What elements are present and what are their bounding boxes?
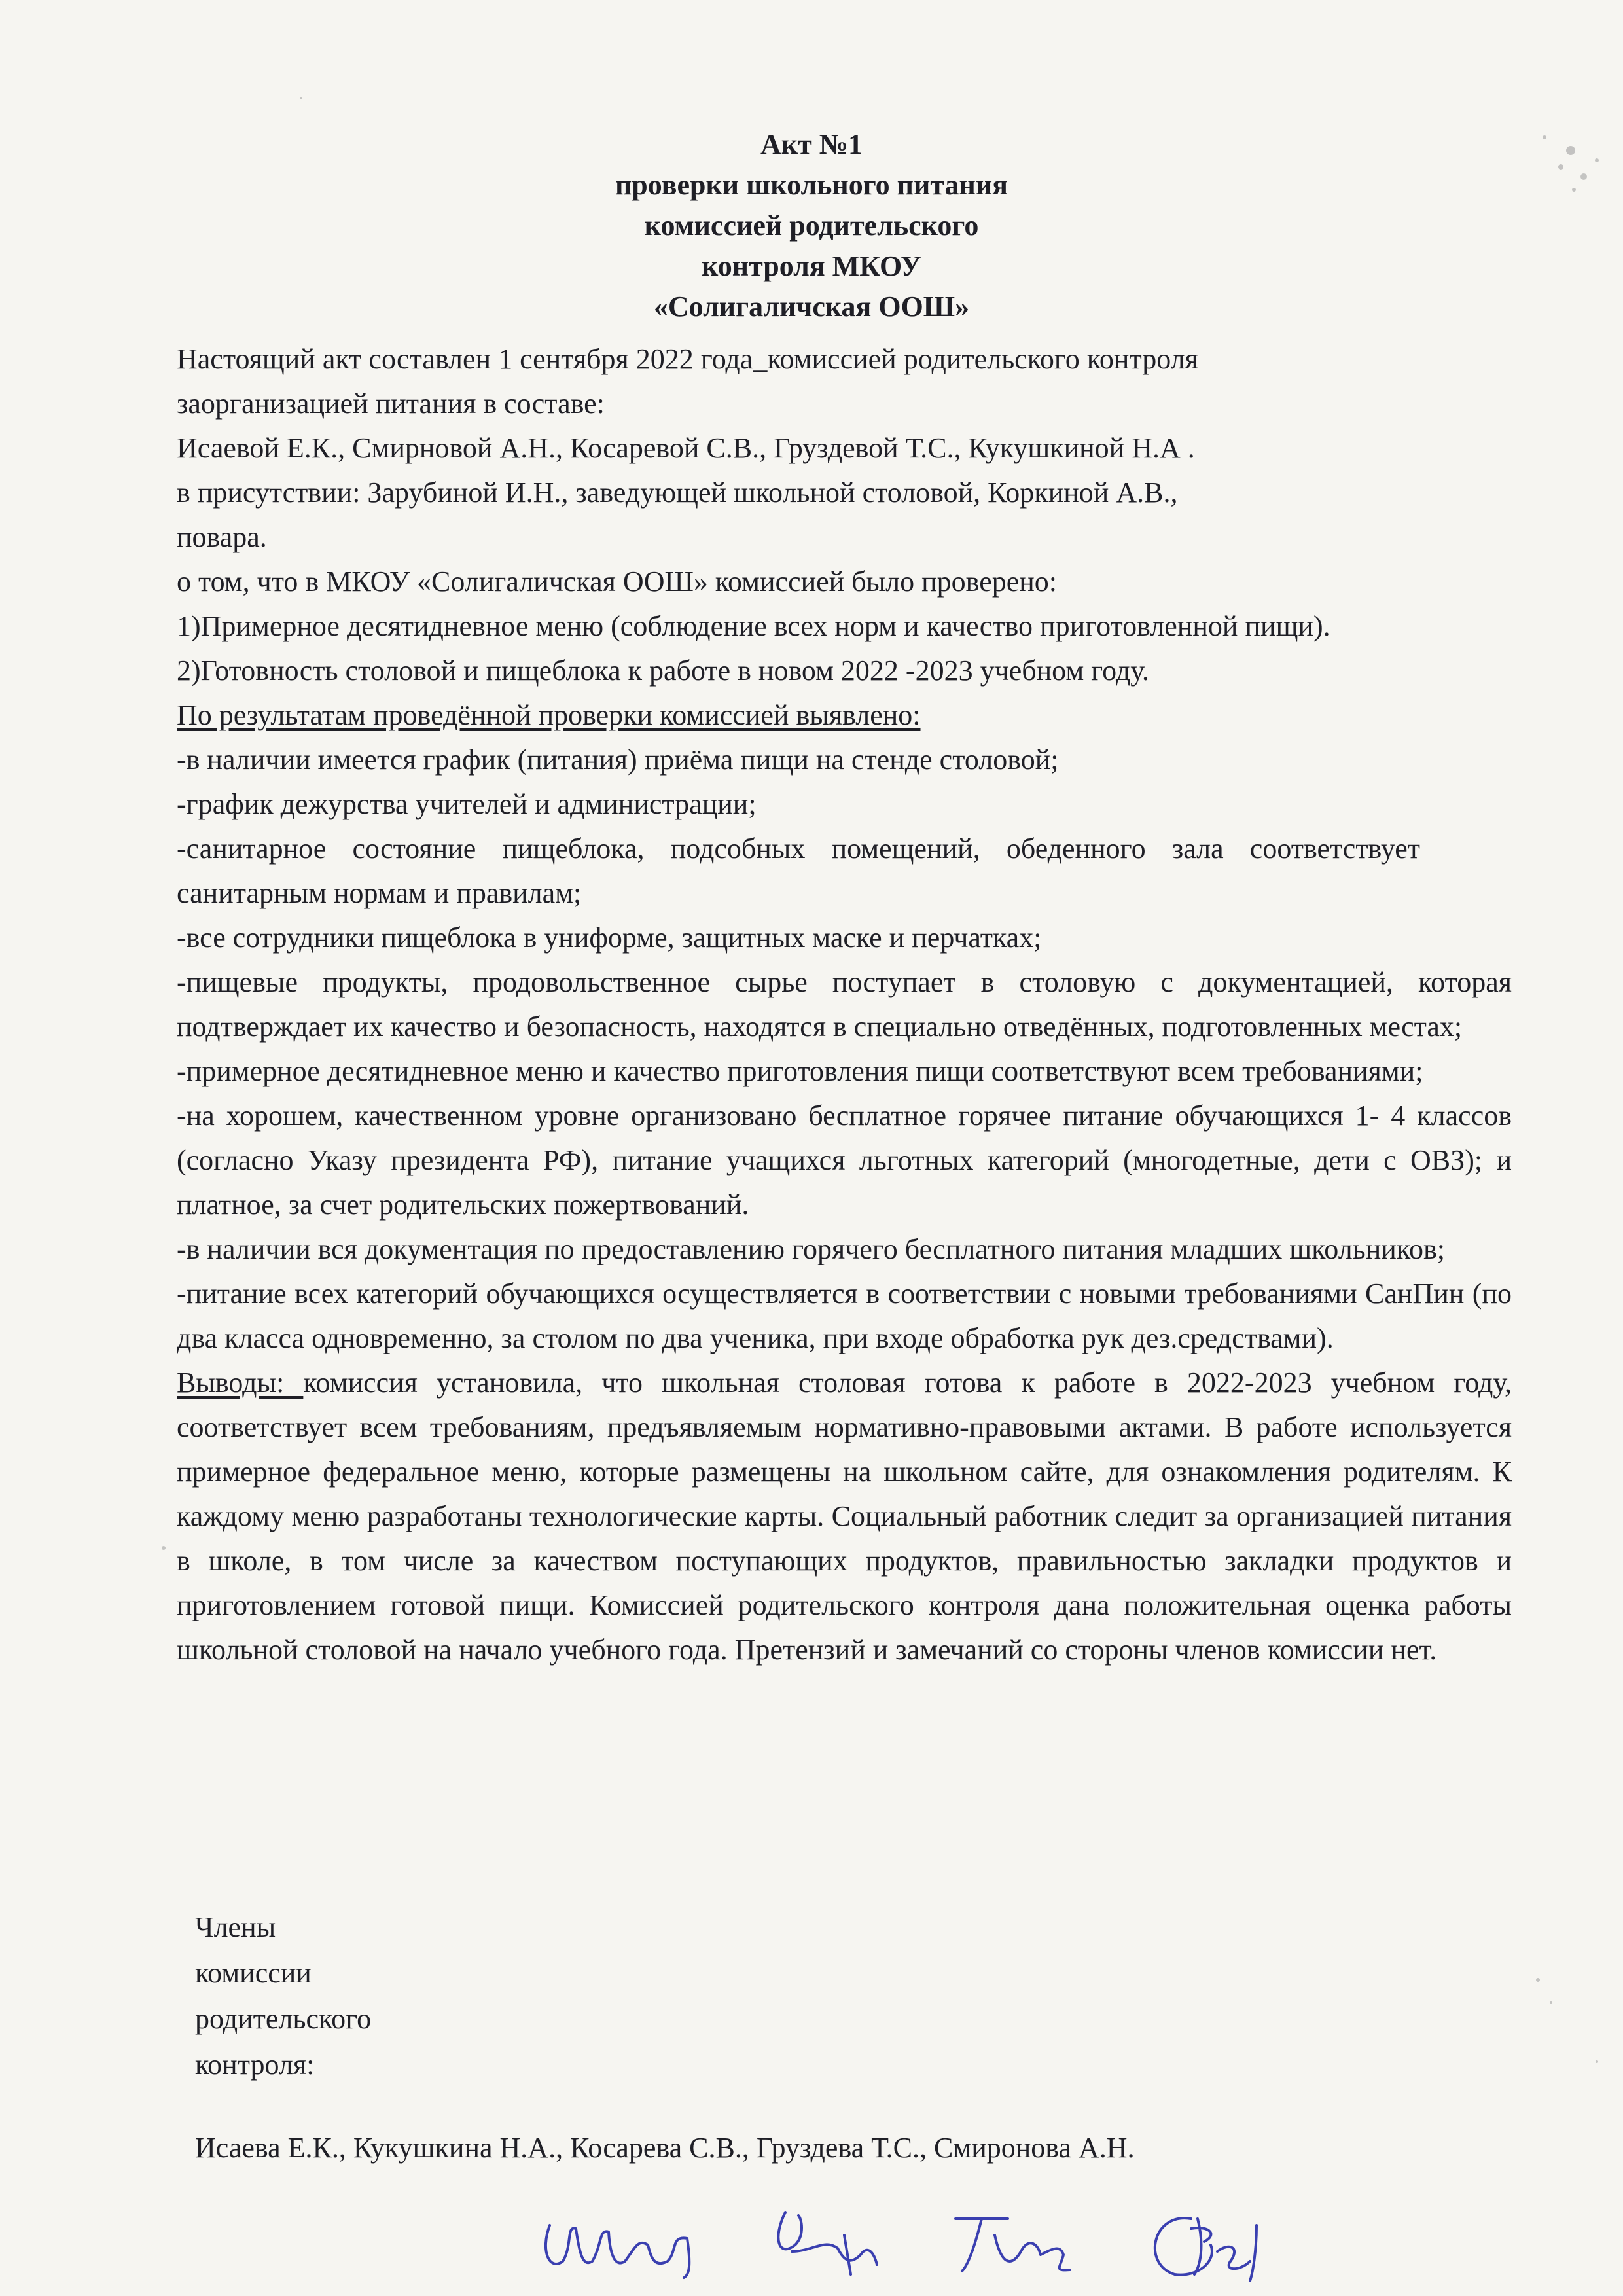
intro-line: заорганизацией питания в составе: <box>177 387 605 420</box>
results-heading: По результатам проведённой проверки комиссией выявлено: <box>177 699 921 731</box>
title-line-2: проверки школьного питания <box>615 169 1008 201</box>
signature-1 <box>546 2225 689 2278</box>
signatures <box>537 2199 1387 2284</box>
conclusions-paragraph <box>177 1361 1512 1672</box>
result-item: -в наличии вся документация по предоставлению горячего бесплатного питания младших школьников; <box>177 1233 1445 1265</box>
presence-line-cont: повара. <box>177 521 267 553</box>
members-label-line: Члены <box>195 1911 276 1943</box>
signature-3 <box>955 2219 1070 2271</box>
document-title <box>0 124 1623 327</box>
result-item: -на хорошем, качественном уровне организовано бесплатное горячее питание обучающихся 1- 4 классов (согласно Указу президента РФ), питание учащихся льготных категорий (многодетные, дети с ОВЗ); и платное, за счет родительских пожертвований. <box>177 1100 1512 1221</box>
members-label-line: родительского <box>195 2003 372 2035</box>
signature-2 <box>778 2212 877 2274</box>
title-line-1: Акт №1 <box>760 128 863 160</box>
presence-line: в присутствии: Зарубиной И.Н., заведующей школьной столовой, Коркиной А.В., <box>177 476 1178 509</box>
members-label <box>195 1905 371 2088</box>
checked-item: 1)Примерное десятидневное меню (соблюдение всех норм и качество приготовленной пищи). <box>177 610 1330 642</box>
checked-intro: о том, что в МКОУ «Солигаличская ООШ» комиссией было проверено: <box>177 565 1058 598</box>
title-line-4: контроля МКОУ <box>701 250 922 282</box>
signature-4 <box>1155 2218 1257 2281</box>
commission-members-line: Исаевой Е.К., Смирновой А.Н., Косаревой С.В., Груздевой Т.С., Кукушкиной Н.А . <box>177 432 1195 464</box>
result-item: -все сотрудники пищеблока в униформе, защитных маске и перчатках; <box>177 922 1042 954</box>
title-line-3: комиссией родительского <box>644 209 979 242</box>
result-item: -пищевые продукты, продовольственное сырье поступает в столовую с документацией, которая подтверждает их качество и безопасность, находятся в специально отведённых, подготовленных местах; <box>177 966 1512 1043</box>
result-item: -примерное десятидневное меню и качество приготовления пищи соответствуют всем требованиями; <box>177 1055 1423 1087</box>
conclusions-label: Выводы: <box>177 1367 304 1399</box>
title-line-5: «Солигаличская ООШ» <box>653 291 970 323</box>
intro-line: Настоящий акт составлен 1 сентября 2022 года_комиссией родительского контроля <box>177 343 1198 375</box>
document-body <box>177 337 1512 1672</box>
members-label-line: контроля: <box>195 2049 315 2081</box>
conclusions-text: комиссия установила, что школьная столовая готова к работе в 2022-2023 учебном году, соответствует всем требованиям, предъявляемым нормативно-правовыми актами. В работе используется примерное федеральное меню, которые размещены на школьном сайте, для ознакомления родителям. К каждому меню разработаны технологические карты. Социальный работник следит за организацией питания в школе, в том числе за качеством поступающих продуктов, правильностью закладки продуктов и приготовлением готовой пищи. Комиссией родительского контроля дана положительная оценка работы школьной столовой на начало учебного года. Претензий и замечаний со стороны членов комиссии нет. <box>177 1367 1512 1666</box>
result-item: -в наличии имеется график (питания) приёма пищи на стенде столовой; <box>177 744 1059 776</box>
result-item: -график дежурства учителей и администрации; <box>177 788 757 820</box>
result-item: -питание всех категорий обучающихся осуществляется в соответствии с новыми требованиями СанПин (по два класса одновременно, за столом по два ученика, при входе обработка рук дез.средствами). <box>177 1278 1512 1354</box>
members-label-line: комиссии <box>195 1957 312 1989</box>
checked-item: 2)Готовность столовой и пищеблока к работе в новом 2022 -2023 учебном году. <box>177 655 1149 687</box>
member-names: Исаева Е.К., Кукушкина Н.А., Косарева С.В., Груздева Т.С., Смиронова А.Н. <box>195 2132 1135 2164</box>
result-item: -санитарное состояние пищеблока, подсобных помещений, обеденного зала соответствует санитарным нормам и правилам; <box>177 833 1420 909</box>
